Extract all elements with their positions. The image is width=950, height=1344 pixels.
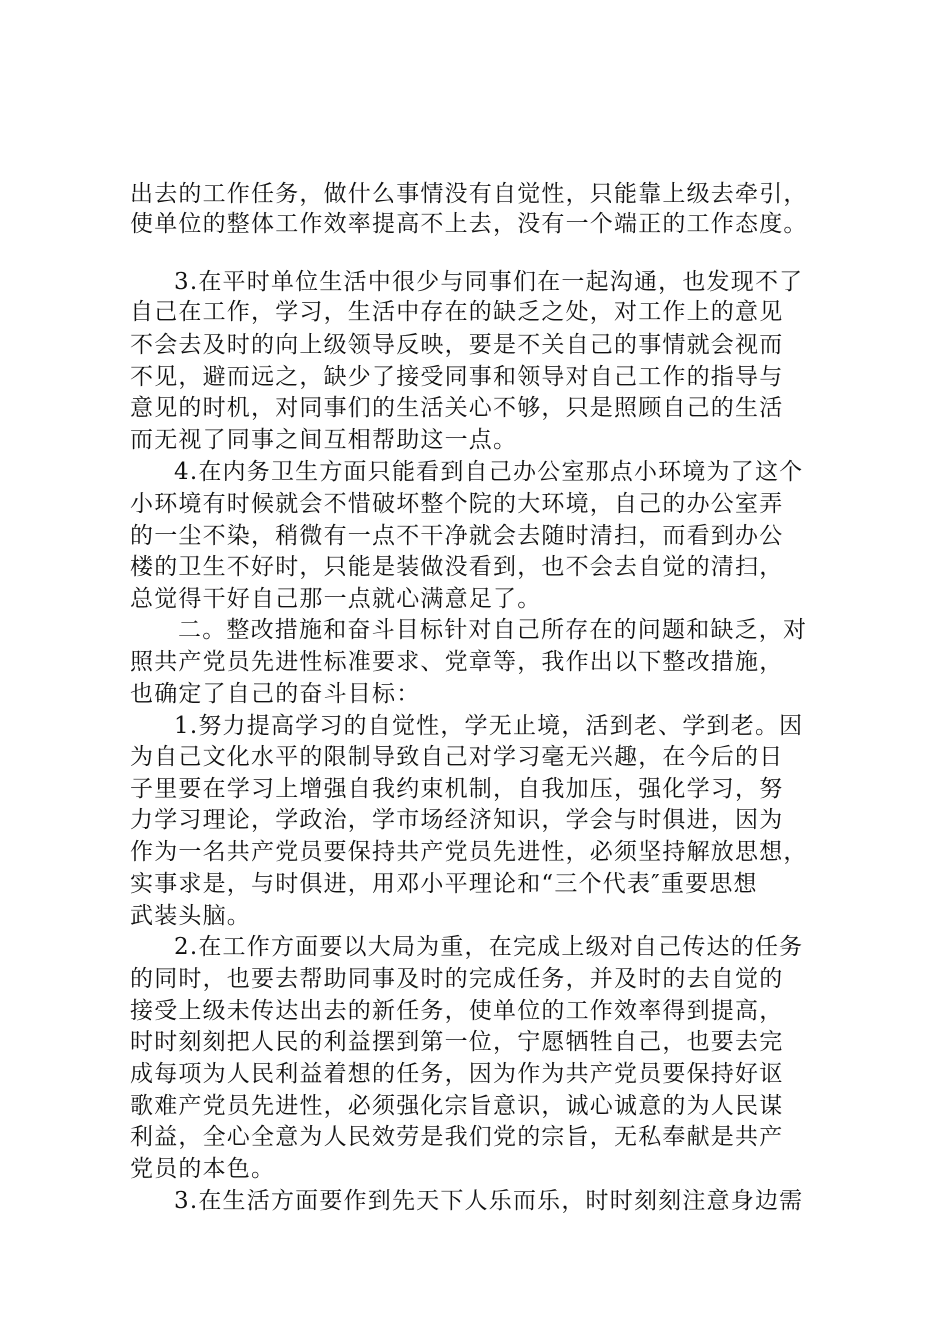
text-line: 不会去及时的向上级领导反映，要是不关自己的事情就会视而 xyxy=(130,332,784,358)
text-line: 武装头脑。 xyxy=(130,903,251,929)
text-line: 子里要在学习上增强自我约束机制，自我加压，强化学习，努 xyxy=(130,776,784,802)
text-line: 使单位的整体工作效率提高不上去，没有一个端正的工作态度。 xyxy=(130,211,808,237)
text-line: 而无视了同事之间互相帮助这一点。 xyxy=(130,427,518,453)
text-line: 4.在内务卫生方面只能看到自己办公室那点小环境为了这个 xyxy=(174,459,804,485)
text-line: 不见，避而远之，缺少了接受同事和领导对自己工作的指导与 xyxy=(130,364,784,390)
text-line: 1.努力提高学习的自觉性，学无止境，活到老、学到老。因 xyxy=(174,713,804,739)
text-line: 意见的时机，对同事们的生活关心不够，只是照顾自己的生活 xyxy=(130,395,784,421)
text-line: 二。整改措施和奋斗目标针对自己所存在的问题和缺乏，对 xyxy=(178,617,808,643)
text-line: 小环境有时候就会不惜破坏整个院的大环境，自己的办公室弄 xyxy=(130,491,784,517)
text-line: 的同时，也要去帮助同事及时的完成任务，并及时的去自觉的 xyxy=(130,966,784,992)
text-line: 3.在生活方面要作到先天下人乐而乐，时时刻刻注意身边需 xyxy=(174,1188,804,1214)
text-line: 成每项为人民利益着想的任务，因为作为共产党员要保持好讴 xyxy=(130,1061,784,1087)
text-line: 接受上级未传达出去的新任务，使单位的工作效率得到提高， xyxy=(130,998,784,1024)
text-line: 实事求是，与时俱进，用邓小平理论和“三个代表″重要思想 xyxy=(130,871,758,897)
text-line: 总觉得干好自己那一点就心满意足了。 xyxy=(130,586,542,612)
text-line: 照共产党员先进性标准要求、党章等，我作出以下整改措施， xyxy=(130,649,784,675)
text-line: 出去的工作任务，做什么事情没有自觉性，只能靠上级去牵引， xyxy=(130,181,808,207)
text-line: 也确定了自己的奋斗目标： xyxy=(130,681,421,707)
text-line: 为自己文化水平的限制导致自己对学习毫无兴趣，在今后的日 xyxy=(130,744,784,770)
text-line: 利益，全心全意为人民效劳是我们党的宗旨，无私奉献是共产 xyxy=(130,1124,784,1150)
text-line: 楼的卫生不好时，只能是装做没看到，也不会去自觉的清扫， xyxy=(130,554,784,580)
text-line: 党员的本色。 xyxy=(130,1156,276,1182)
text-line: 作为一名共产党员要保持共产党员先进性，必须坚持解放思想， xyxy=(130,839,808,865)
text-line: 2.在工作方面要以大局为重，在完成上级对自己传达的任务 xyxy=(174,934,804,960)
text-line: 歌难产党员先进性，必须强化宗旨意识，诚心诚意的为人民谋 xyxy=(130,1093,784,1119)
text-line: 时时刻刻把人民的利益摆到第一位，宁愿牺牲自己，也要去完 xyxy=(130,1029,784,1055)
text-line: 3.在平时单位生活中很少与同事们在一起沟通，也发现不了 xyxy=(174,269,804,295)
text-line: 的一尘不染，稍微有一点不干净就会去随时清扫，而看到办公 xyxy=(130,523,784,549)
text-line: 力学习理论，学政治，学市场经济知识，学会与时俱进，因为 xyxy=(130,807,784,833)
text-line: 自己在工作，学习，生活中存在的缺乏之处，对工作上的意见 xyxy=(130,299,784,325)
